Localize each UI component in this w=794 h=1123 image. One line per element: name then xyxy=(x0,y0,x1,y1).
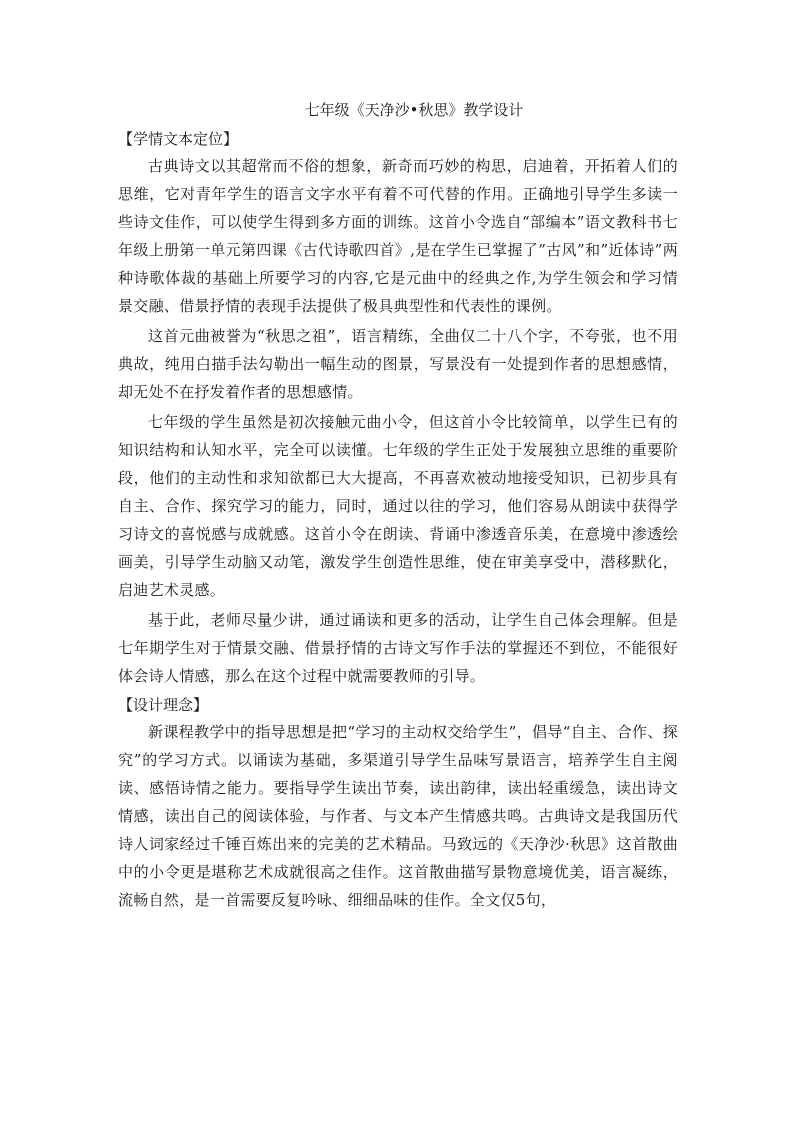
document-page xyxy=(118,94,678,916)
paragraph: 新课程教学中的指导思想是把“学习的主动权交给学生”，倡导“自主、合作、探究”的学习方式。以诵读为基础，多渠道引导学生品味写景语言，培养学生自主阅读、感悟诗情之能力。要指导学生读出节奏，读出韵律，读出轻重缓急，读出诗文情感，读出自己的阅读体验，与作者、与文本产生情感共鸣。古典诗文是我国历代诗人词家经过千锤百炼出来的完美的艺术精品。马致远的《天净沙·秋思》这首散曲中的小令更是堪称艺术成就很高之佳作。这首散曲描写景物意境优美，语言凝练，流畅自然，是一首需要反复吟咏、细细品味的佳作。全文仅5句， xyxy=(118,723,678,909)
section-heading: 【学情文本定位】 xyxy=(118,130,239,148)
section-heading: 【设计理念】 xyxy=(118,696,209,714)
paragraph: 这首元曲被誉为“秋思之祖”，语言精练，全曲仅二十八个字，不夸张，也不用典故，纯用白描手法勾勒出一幅生动的图景，写景没有一处提到作者的思想感情，却无处不在抒发着作者的思想感情。 xyxy=(118,327,678,401)
paragraph: 古典诗文以其超常而不俗的想象，新奇而巧妙的构思，启迪着，开拓着人们的思维，它对青年学生的语言文字水平有着不可代替的作用。正确地引导学生多读一些诗文佳作，可以使学生得到多方面的训练。这首小令选自“部编本”语文教科书七年级上册第一单元第四课《古代诗歌四首》,是在学生已掌握了”古风”和”近体诗”两种诗歌体裁的基础上所要学习的内容,它是元曲中的经典之作,为学生领会和学习情景交融、借景抒情的表现手法提供了极具典型性和代表性的课例。 xyxy=(118,157,678,315)
paragraph: 基于此，老师尽量少讲，通过诵读和更多的活动，让学生自己体会理解。但是七年期学生对于情景交融、借景抒情的古诗文写作手法的掌握还不到位，不能很好体会诗人情感，那么在这个过程中就需要教师的引导。 xyxy=(118,611,678,685)
section-design-concept xyxy=(118,692,678,914)
document-title: 七年级《天净沙•秋思》教学设计 xyxy=(304,101,524,119)
paragraph: 七年级的学生虽然是初次接触元曲小令，但这首小令比较简单，以学生已有的知识结构和认知水平，完全可以读懂。七年级的学生正处于发展独立思维的重要阶段，他们的主动性和求知欲都已大大提高，不再喜欢被动地接受知识，已初步具有自主、合作、探究学习的能力，同时，通过以往的学习，他们容易从朗读中获得学习诗文的喜悦感与成就感。这首小令在朗读、背诵中渗透音乐美，在意境中渗透绘画美，引导学生动脑又动笔，激发学生创造性思维，使在审美享受中，潜移默化，启迪艺术灵感。 xyxy=(118,413,678,599)
section-learning-context xyxy=(118,126,678,690)
